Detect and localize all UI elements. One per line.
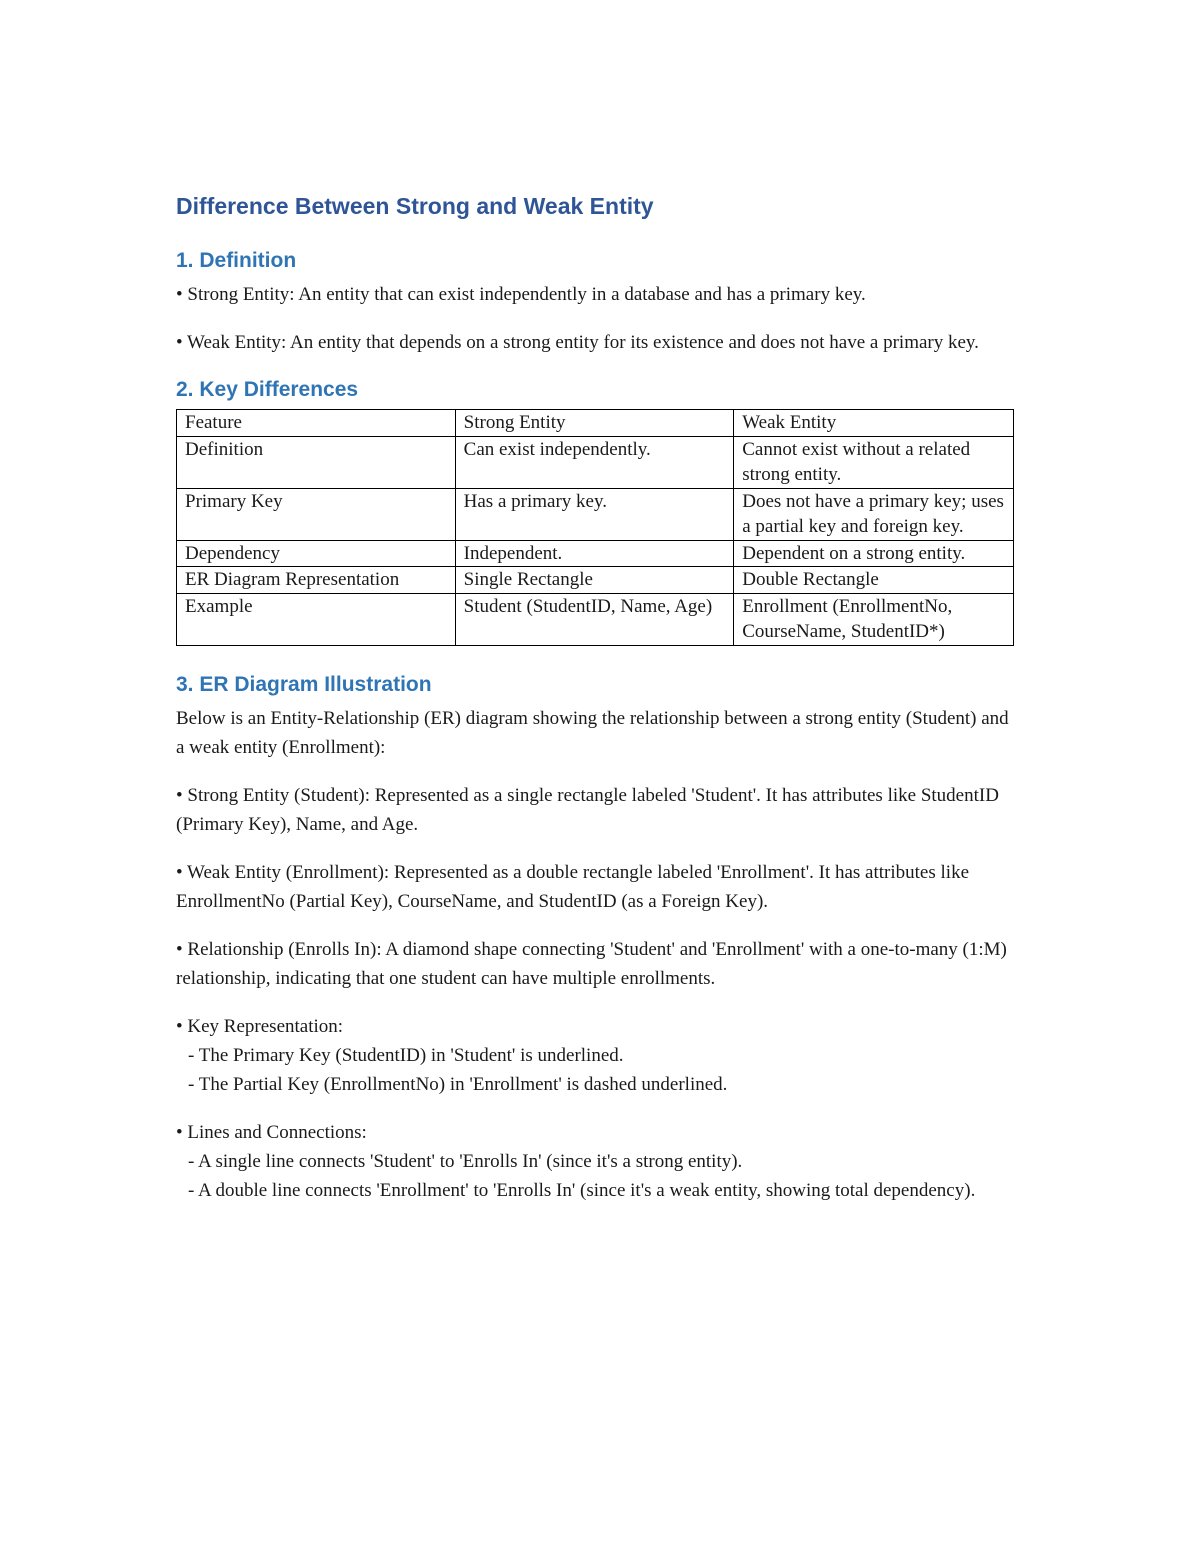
table-row [177, 567, 1014, 594]
weak-entity-definition: • Weak Entity: An entity that depends on a strong entity for its existence and does not have a primary key. [176, 332, 979, 353]
section-heading-key-differences: 2. Key Differences [176, 378, 359, 401]
table-cell: Definition [177, 436, 456, 488]
table-header-cell: Feature [177, 410, 456, 437]
table-header-cell: Strong Entity [455, 410, 734, 437]
table-row [177, 488, 1014, 540]
key-representation-item: - The Primary Key (StudentID) in 'Student' is underlined. [188, 1044, 624, 1066]
table-cell: Example [177, 593, 456, 645]
lines-connections-item: - A double line connects 'Enrollment' to 'Enrolls In' (since it's a weak entity, showing total dependency). [188, 1179, 976, 1201]
document-title: Difference Between Strong and Weak Entity [176, 193, 654, 219]
table-cell: Can exist independently. [455, 436, 734, 488]
lines-connections-item: - A single line connects 'Student' to 'Enrolls In' (since it's a strong entity). [188, 1150, 743, 1172]
section-heading-definition: 1. Definition [176, 249, 297, 272]
section-heading-er-diagram: 3. ER Diagram Illustration [176, 672, 432, 696]
table-cell: Dependency [177, 540, 456, 567]
table-header-cell: Weak Entity [734, 410, 1014, 437]
key-representation-heading: • Key Representation: [176, 1015, 344, 1037]
table-cell: Single Rectangle [455, 567, 734, 594]
table-cell: Does not have a primary key; uses a partial key and foreign key. [734, 488, 1014, 540]
table-cell: Has a primary key. [455, 488, 734, 540]
table-cell: Student (StudentID, Name, Age) [455, 593, 734, 645]
er-diagram-intro: Below is an Entity-Relationship (ER) diagram showing the relationship between a strong entity (Student) and a weak entity (Enrollment): [176, 707, 1009, 758]
table-row [177, 540, 1014, 567]
lines-connections-heading: • Lines and Connections: [176, 1121, 367, 1143]
table-cell: Double Rectangle [734, 567, 1014, 594]
weak-entity-description: • Weak Entity (Enrollment): Represented as a double rectangle labeled 'Enrollment'. It has attributes like EnrollmentNo (Partial Key), CourseName, and StudentID (as a Foreign Key). [176, 861, 969, 912]
table-cell: Dependent on a strong entity. [734, 540, 1014, 567]
key-representation-item: - The Partial Key (EnrollmentNo) in 'Enrollment' is dashed underlined. [188, 1073, 728, 1095]
table-row [177, 593, 1014, 645]
relationship-description: • Relationship (Enrolls In): A diamond shape connecting 'Student' and 'Enrollment' with a one-to-many (1:M) relationship, indicating that one student can have multiple enrollments. [176, 938, 1007, 989]
table-cell: Primary Key [177, 488, 456, 540]
table-row [177, 436, 1014, 488]
table-cell: Cannot exist without a related strong entity. [734, 436, 1014, 488]
table-cell: ER Diagram Representation [177, 567, 456, 594]
document-body [176, 190, 1016, 1205]
table-cell: Independent. [455, 540, 734, 567]
differences-table [176, 409, 1014, 646]
strong-entity-definition: • Strong Entity: An entity that can exist independently in a database and has a primary key. [176, 284, 866, 305]
table-header-row [177, 410, 1014, 437]
strong-entity-description: • Strong Entity (Student): Represented as a single rectangle labeled 'Student'. It has attributes like StudentID (Primary Key), Name, and Age. [176, 784, 999, 835]
table-cell: Enrollment (EnrollmentNo, CourseName, StudentID*) [734, 593, 1014, 645]
